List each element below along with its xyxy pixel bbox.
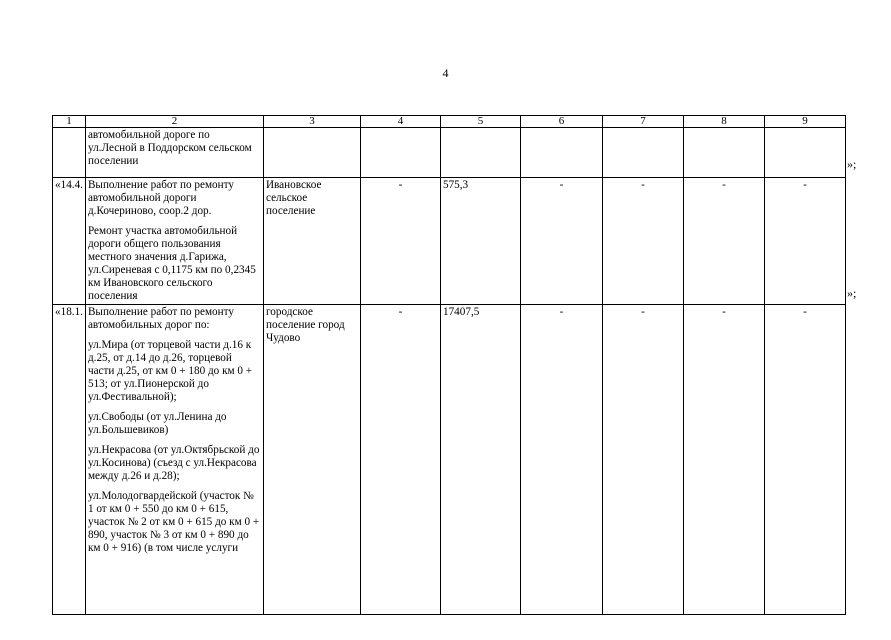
value-cell (520, 128, 602, 178)
value-cell: - (683, 178, 764, 305)
column-header: 7 (602, 116, 683, 128)
value-cell: - (602, 178, 683, 305)
settlement-cell (263, 128, 360, 178)
closing-quote: »; (847, 286, 857, 300)
value-cell (683, 128, 764, 178)
page-number: 4 (442, 66, 449, 80)
value-cell (602, 128, 683, 178)
column-header: 3 (263, 116, 360, 128)
work-paragraph: ул.Свободы (от ул.Ленина до ул.Большевиков) (87, 411, 227, 436)
column-header: 9 (764, 116, 845, 128)
row-number-cell: «18.1. (53, 305, 86, 615)
work-paragraph: ул.Молодогвардейской (участок № 1 от км 0 + 550 до км 0 + 615, участок № 2 от км 0 + 615 до км 0 + 890, участок № 3 от км 0 + 890 до км 0 + 916) (в том числе услуги (87, 490, 260, 554)
column-header: 2 (85, 116, 263, 128)
value-cell: - (764, 305, 845, 615)
work-paragraph: автомобильной дороге по ул.Лесной в Поддорском сельском поселении (87, 129, 252, 167)
value-cell (440, 128, 520, 178)
work-description-cell (85, 128, 263, 178)
column-header: 6 (520, 116, 602, 128)
value-cell: - (520, 178, 602, 305)
column-header: 5 (440, 116, 520, 128)
settlement-cell: городское поселение город Чудово (263, 305, 360, 615)
table-row (53, 128, 846, 178)
value-cell: 17407,5 (440, 305, 520, 615)
settlement-cell: Ивановское сельское поселение (263, 178, 360, 305)
work-paragraph: ул.Мира (от торцевой части д.16 к д.25, от д.14 до д.26, торцевой части д.25, от км 0 + 180 до км 0 + 513; от ул.Пионерской до ул.Фестивальной); (87, 339, 253, 403)
value-cell: - (360, 305, 440, 615)
value-cell: - (360, 178, 440, 305)
value-cell: - (520, 305, 602, 615)
work-paragraph: Выполнение работ по ремонту автомобильной дороги д.Кочериново, соор.2 дор. (87, 179, 234, 217)
value-cell (764, 128, 845, 178)
work-description-cell (85, 305, 263, 615)
row-number-cell: «14.4. (53, 178, 86, 305)
row-number-cell (53, 128, 86, 178)
table-row (53, 178, 846, 305)
value-cell: 575,3 (440, 178, 520, 305)
work-description-cell (85, 178, 263, 305)
work-paragraph: Выполнение работ по ремонту автомобильных дорог по: (87, 306, 234, 331)
value-cell: - (683, 305, 764, 615)
column-header: 8 (683, 116, 764, 128)
table-row (53, 305, 846, 615)
value-cell (360, 128, 440, 178)
table-header-row (53, 116, 846, 128)
value-cell: - (764, 178, 845, 305)
closing-quote: »; (847, 157, 857, 171)
work-paragraph: Ремонт участка автомобильной дороги общего пользования местного значения д.Гарижа, ул.Сиреневая с 0,1175 км по 0,2345 км Ивановского сельского поселения (87, 225, 256, 302)
column-header: 4 (360, 116, 440, 128)
work-paragraph: ул.Некрасова (от ул.Октябрьской до ул.Косинова) (съезд с ул.Некрасова между д.26 и д.28); (87, 444, 260, 482)
column-header: 1 (53, 116, 86, 128)
data-table (52, 115, 846, 615)
value-cell: - (602, 305, 683, 615)
